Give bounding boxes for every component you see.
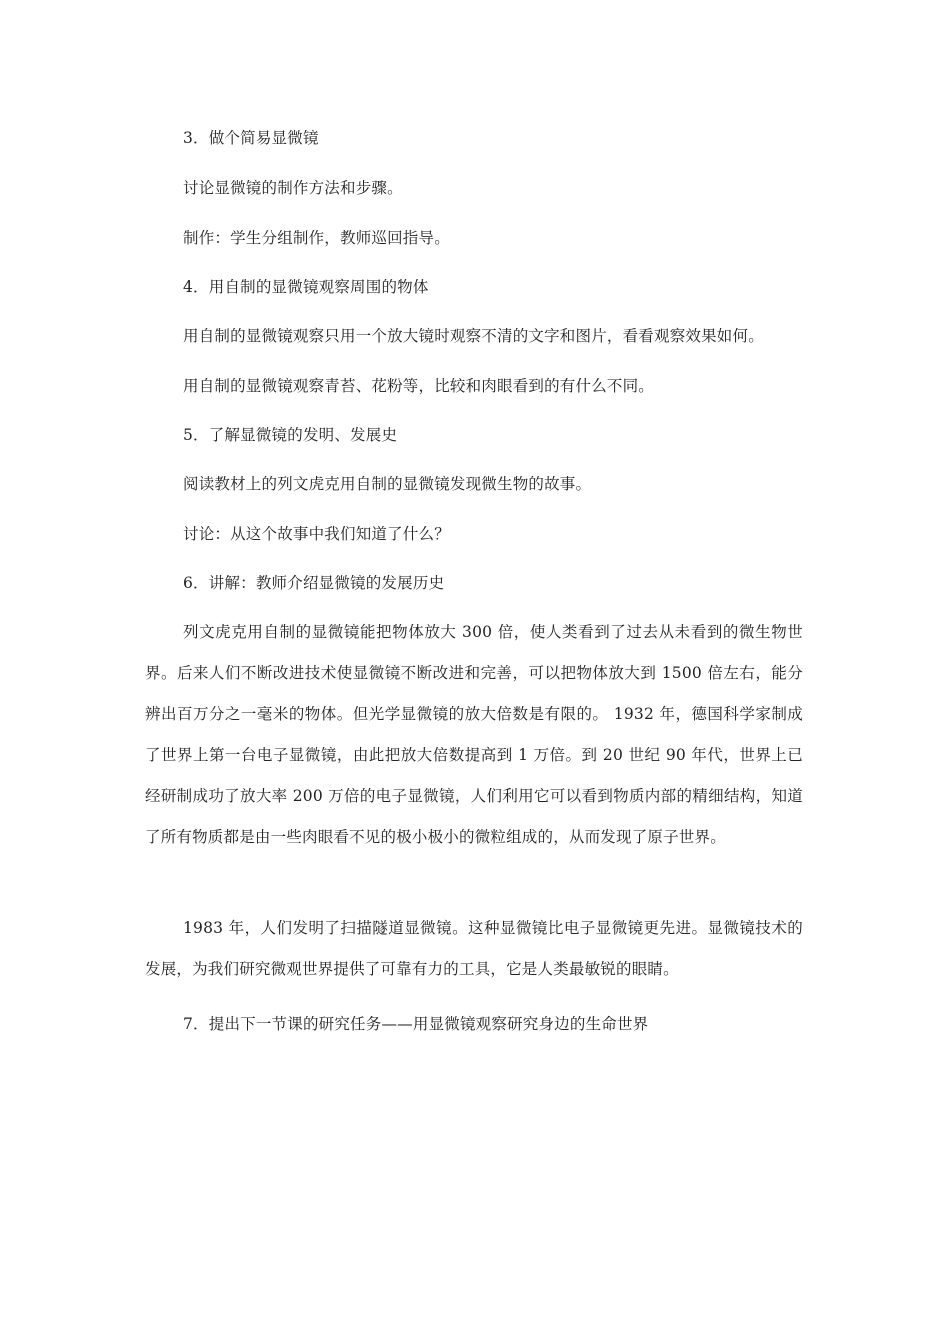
discussion-question-line: 讨论：从这个故事中我们知道了什么？ (183, 525, 450, 543)
history-paragraph: 列文虎克用自制的显微镜能把物体放大 300 倍，使人类看到了过去从未看到的微生物世界。后来人们不断改进技术使显微镜不断改进和完善，可以把物体放大到 1500 倍左右，能分辨出百万分之一毫米的物体。但光学显微镜的放大倍数是有限的。 1932 年，德国科学家制成了世界上第一台电子显微镜，由此把放大倍数提高到 1 万倍。到 20 世纪 90 年代，世界上已经研制成功了放大率 200 万倍的电子显微镜，人们利用它可以看到物质内部的精细结构，知道了所有物质都是由一些肉眼看不见的极小极小的微粒组成的，从而发现了原子世界。 (145, 623, 803, 846)
discussion-line: 讨论显微镜的制作方法和步骤。 (183, 179, 403, 197)
step-7-heading: 7．提出下一节课的研究任务——用显微镜观察研究身边的生命世界 (183, 1015, 649, 1033)
observe-moss-line: 用自制的显微镜观察青苔、花粉等，比较和肉眼看到的有什么不同。 (183, 377, 655, 395)
step-5-heading: 5．了解显微镜的发明、发展史 (183, 426, 398, 444)
reading-line: 阅读教材上的列文虎克用自制的显微镜发现微生物的故事。 (183, 475, 592, 493)
step-3-heading: 3．做个简易显微镜 (183, 129, 319, 147)
stm-paragraph: 1983 年，人们发明了扫描隧道显微镜。这种显微镜比电子显微镜更先进。显微镜技术的发展，为我们研究微观世界提供了可靠有力的工具，它是人类最敏锐的眼睛。 (145, 919, 803, 978)
step-4-heading: 4．用自制的显微镜观察周围的物体 (183, 278, 429, 296)
observe-text-line: 用自制的显微镜观察只用一个放大镜时观察不清的文字和图片，看看观察效果如何。 (183, 327, 764, 345)
step-6-heading: 6．讲解：教师介绍显微镜的发展历史 (183, 574, 445, 592)
making-line: 制作：学生分组制作，教师巡回指导。 (183, 229, 450, 247)
